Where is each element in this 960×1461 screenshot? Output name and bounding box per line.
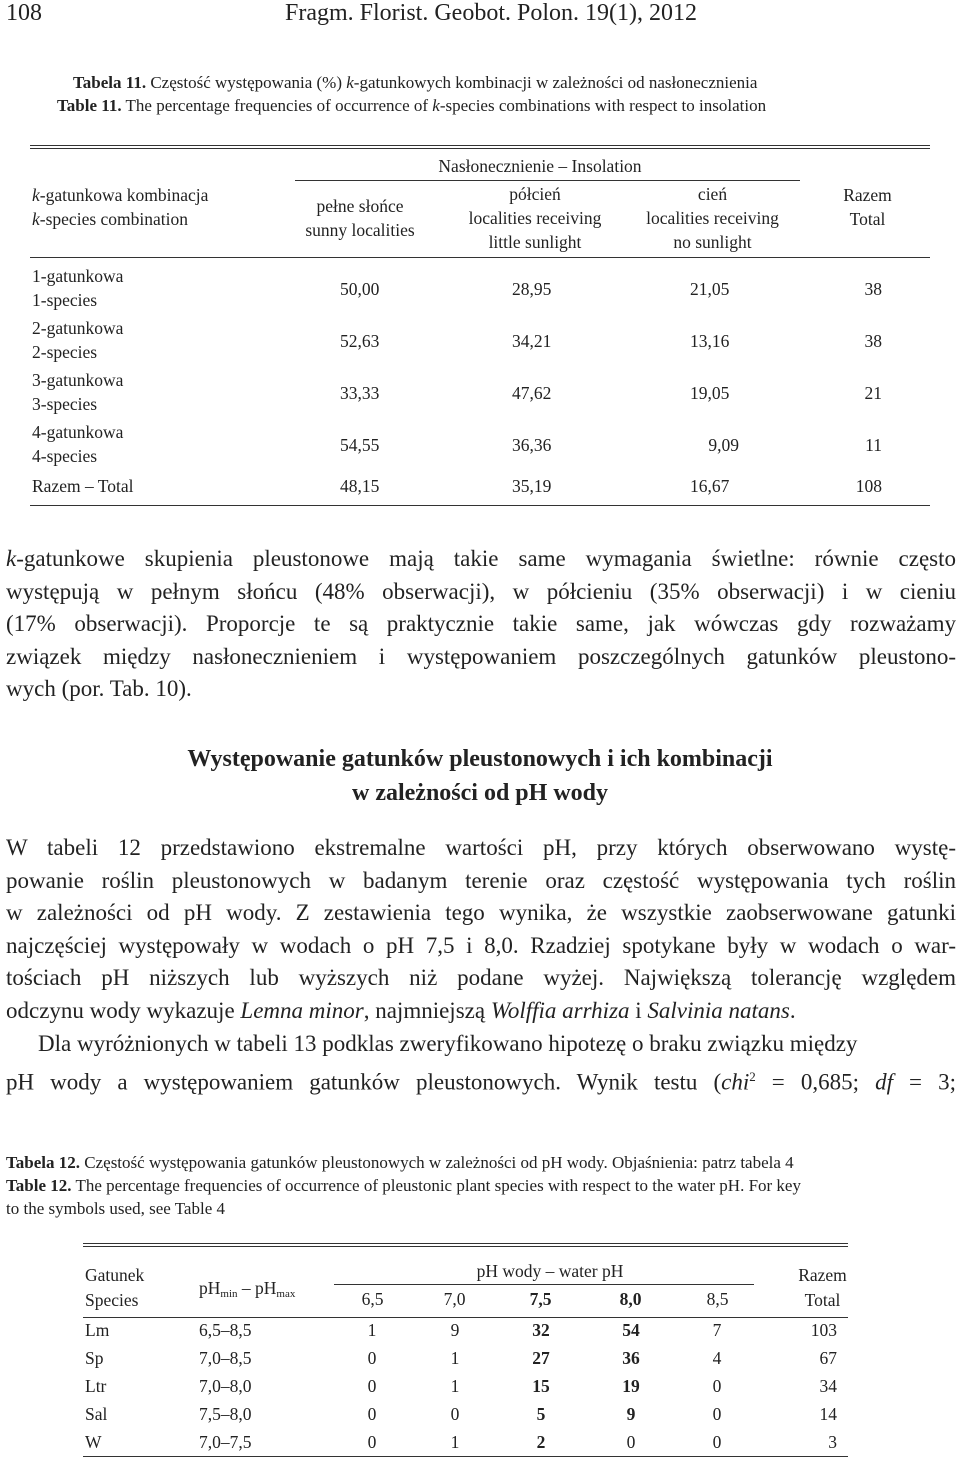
table12-head-ph: 8,0 [619,1289,642,1309]
table11-caption-pl: Tabela 11. Częstość występowania (%) k-gatunkowych kombinacji w zależności od nasłonecznienia [73,73,758,92]
table12-range-cell: 7,5–8,0 [199,1404,252,1424]
table12-head-ph: 6,5 [361,1289,384,1309]
table12-value-cell: 4 [712,1348,722,1368]
page-number: 108 [6,0,42,26]
table12-total-cell: 34 [819,1376,837,1396]
table11-group-rule [295,180,800,181]
table11-cell: 38 [864,279,882,299]
table12-head-total: Razem Total [798,1265,847,1310]
table12-head-ph-range: $pH_{min} - pH_{max}$ [199,1278,296,1300]
table12-total-cell: 14 [819,1404,837,1424]
table11-row-label: 4-gatunkowa 4-species [32,422,124,466]
table12-head-ph: 8,5 [706,1289,729,1309]
table11-head-total: Razem Total [843,185,892,229]
table12-value-cell: 54 [622,1320,640,1340]
table11-head-col1: k-gatunkowa kombinacja k-species combination [32,185,209,229]
section-heading: Występowanie gatunków pleustonowych i ich kombinacji w zależności od pH wody [187,746,773,806]
table11-sum-cell: 108 [855,476,882,496]
table11-sum-cell: 16,67 [690,476,730,496]
table12-value-cell: 1 [450,1348,460,1368]
table11-cell: 36,36 [512,435,552,455]
table12-top-rule-2 [83,1246,848,1247]
table11-cell: 28,95 [512,279,552,299]
table12-head-rule [83,1317,848,1318]
table12-value-cell: 1 [450,1376,460,1396]
table12-value-cell: 36 [622,1348,640,1368]
paragraph-1: k-gatunkowe skupienia pleustonowe mają takie same wymagania świetlne: równie często występują w pełnym słońcu (48% obserwacji), w półcieniu (35% obserwacji) i w cieniu (17% obserwacji). Proporcje te są praktycznie takie same, jak wówczas gdy rozważamy związek między nasłonecznieniem i występowaniem poszczególnych gatunków pleustono- wych (por. Tab. 10). [6,546,956,702]
table12-total-cell: 103 [810,1320,837,1340]
table11-cell: 21 [864,383,882,403]
table11-cell: 9,09 [708,435,739,455]
table11-cell: 47,62 [512,383,552,403]
table11-head-rule [30,257,930,258]
table12-value-cell: 0 [367,1376,377,1396]
table12-value-cell: 0 [450,1404,460,1424]
table12-value-cell: 32 [532,1320,550,1340]
table12-value-cell: 0 [712,1376,722,1396]
table11-cell: 50,00 [340,279,380,299]
table11-cell: 21,05 [690,279,730,299]
table12-value-cell: 0 [367,1404,377,1424]
table11-bottom-rule [30,505,930,506]
table12-species-cell: Sp [85,1348,104,1368]
table11-sum-cell: 35,19 [512,476,552,496]
table11-cell: 38 [864,331,882,351]
table12-value-cell: 1 [367,1320,377,1340]
table12-head-ph: 7,0 [443,1289,466,1309]
table11-top-rule-2 [30,148,930,149]
table12-value-cell: 0 [712,1432,722,1452]
journal-header: Fragm. Florist. Geobot. Polon. 19(1), 2012 [285,0,697,26]
table12-range-cell: 7,0–7,5 [199,1432,252,1452]
table12-bottom-rule [83,1456,848,1457]
table12-head-species: Gatunek Species [85,1265,145,1310]
table12-species-cell: Sal [85,1404,108,1424]
table11-head-shade: cień localities receiving no sunlight [646,184,779,252]
table11-cell: 33,33 [340,383,380,403]
table11-row-label: 3-gatunkowa 3-species [32,370,124,414]
table12-range-cell: 7,0–8,5 [199,1348,252,1368]
table11-group-head: Nasłonecznienie – Insolation [438,156,642,176]
table11-sum-cell: 48,15 [340,476,380,496]
table12-group-rule [334,1284,754,1285]
table11-sum-label: Razem – Total [32,476,134,496]
table11-top-rule [30,145,930,146]
table11-cell: 34,21 [512,331,552,351]
table11-cell: 54,55 [340,435,380,455]
table11-row-label: 2-gatunkowa 2-species [32,318,124,362]
table12-value-cell: 19 [622,1376,640,1396]
table12-value-cell: 15 [532,1376,550,1396]
table12-value-cell: 0 [367,1432,377,1452]
table12-value-cell: 27 [532,1348,550,1368]
table12-caption-pl: Tabela 12. Częstość występowania gatunków pleustonowych w zależności od pH wody. Objaśnienia: patrz tabela 4 [6,1153,794,1172]
table12-value-cell: 0 [367,1348,377,1368]
table11-cell: 13,16 [690,331,730,351]
table11-cell: 19,05 [690,383,730,403]
paragraph-2: W tabeli 12 przedstawiono ekstremalne wartości pH, przy których obserwowano wystę- powanie roślin pleustonowych w badanym terenie oraz częstość występowania tych roślin w zależności od pH wody. Z zestawienia tego wynika, że wszystkie zaobserwowane gatunki najczęściej występowały w wodach o pH 7,5 i 8,0. Rzadziej spotykane były w wodach o war- tościach pH niższych lub wyższych niż podane wyżej. Największą tolerancję względem odczynu wody wykazuje Lemna minor, najmniejszą Wolffia arrhiza i Salvinia natans. [6,835,956,1023]
table12-total-cell: 3 [828,1432,837,1452]
table12-head-ph: 7,5 [529,1289,552,1309]
table12-range-cell: 6,5–8,5 [199,1320,252,1340]
table12-top-rule [83,1243,848,1244]
table12-caption-en-2: to the symbols used, see Table 4 [6,1199,225,1218]
table12-value-cell: 2 [536,1432,546,1452]
table12-value-cell: 5 [536,1404,546,1424]
table12-value-cell: 0 [626,1432,636,1452]
table12-total-cell: 67 [819,1348,837,1368]
table12-species-cell: W [85,1432,102,1452]
table12-group-head: pH wody – water pH [476,1261,624,1281]
table12-caption-en: Table 12. The percentage frequencies of occurrence of pleustonic plant species with respect to the water pH. For key [6,1176,801,1195]
table12-value-cell: 1 [450,1432,460,1452]
table12-value-cell: 0 [712,1404,722,1424]
table12-range-cell: 7,0–8,0 [199,1376,252,1396]
table11-cell: 52,63 [340,331,380,351]
table12-species-cell: Lm [85,1320,110,1340]
table11-row-label: 1-gatunkowa 1-species [32,266,124,310]
paragraph-3: Dla wyróżnionych w tabeli 13 podklas zweryfikowano hipotezę o braku związku między pH wody a występowaniem gatunków pleustonowych. Wynik testu (chi$^2$ = 0,685; df = 3; [6,1031,956,1095]
table11-head-halfshade: półcień localities receiving little sunlight [468,184,602,252]
table12-value-cell: 7 [712,1320,722,1340]
table12-value-cell: 9 [450,1320,460,1340]
table11-cell: 11 [865,435,882,455]
table12-species-cell: Ltr [85,1376,107,1396]
table12-value-cell: 9 [626,1404,636,1424]
table11-caption-en: Table 11. The percentage frequencies of occurrence of k-species combinations with respect to insolation [57,96,767,115]
table11-head-sunny: pełne słońce sunny localities [305,196,415,240]
